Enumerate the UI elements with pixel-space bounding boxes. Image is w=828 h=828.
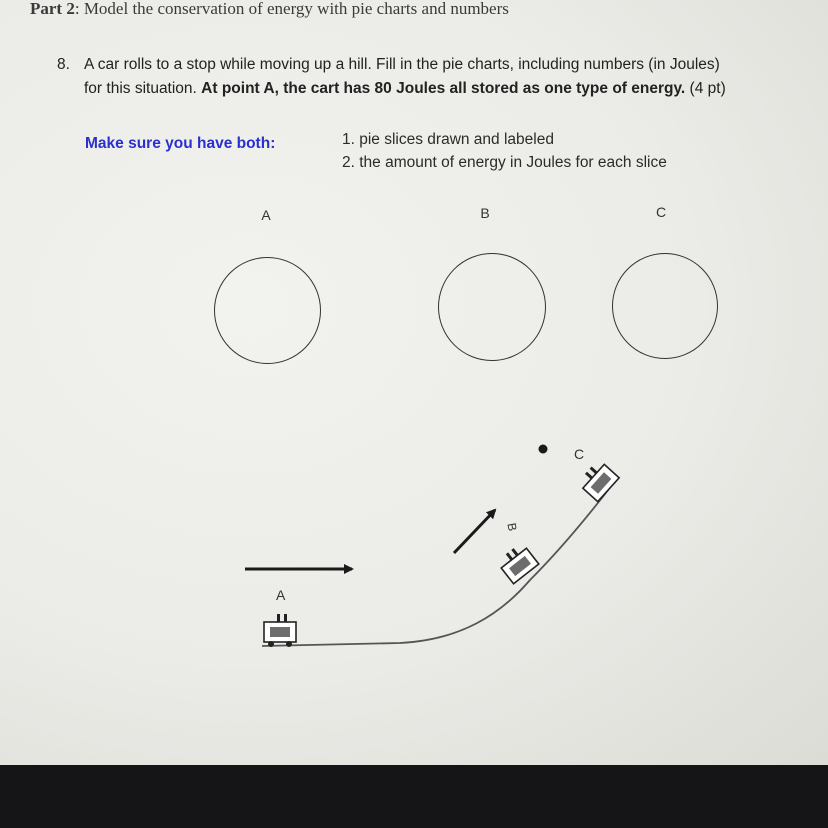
pie-label-b: B bbox=[480, 205, 490, 221]
question-points: (4 pt) bbox=[685, 80, 726, 97]
part-label: Part 2 bbox=[30, 0, 75, 18]
cart-label-c: C bbox=[574, 446, 585, 462]
question-line-2-text: for this situation. bbox=[84, 80, 202, 97]
reminder-label: Make sure you have both: bbox=[85, 135, 276, 152]
checklist-item-2: 2. the amount of energy in Joules for each slice bbox=[342, 154, 667, 171]
cart-a bbox=[264, 614, 296, 647]
cart-label-b: B bbox=[504, 521, 520, 533]
cart-c bbox=[577, 459, 619, 502]
hill-track bbox=[262, 485, 612, 646]
pie-label-a: A bbox=[261, 207, 271, 223]
cart-label-a: A bbox=[276, 587, 286, 603]
part-title-text: : Model the conservation of energy with pie charts and numbers bbox=[74, 0, 509, 18]
checklist-item-1: 1. pie slices drawn and labeled bbox=[342, 131, 554, 148]
question-number: 8. bbox=[57, 56, 70, 73]
question-line-1: A car rolls to a stop while moving up a hill. Fill in the pie charts, including numbers (in Joules) bbox=[84, 56, 720, 73]
velocity-dot-c bbox=[539, 445, 548, 454]
pie-label-c: C bbox=[655, 204, 667, 220]
question-given-energy: At point A, the cart has 80 Joules all stored as one type of energy. bbox=[201, 80, 686, 97]
screen-bezel bbox=[0, 765, 828, 828]
velocity-arrow-b bbox=[454, 510, 495, 553]
